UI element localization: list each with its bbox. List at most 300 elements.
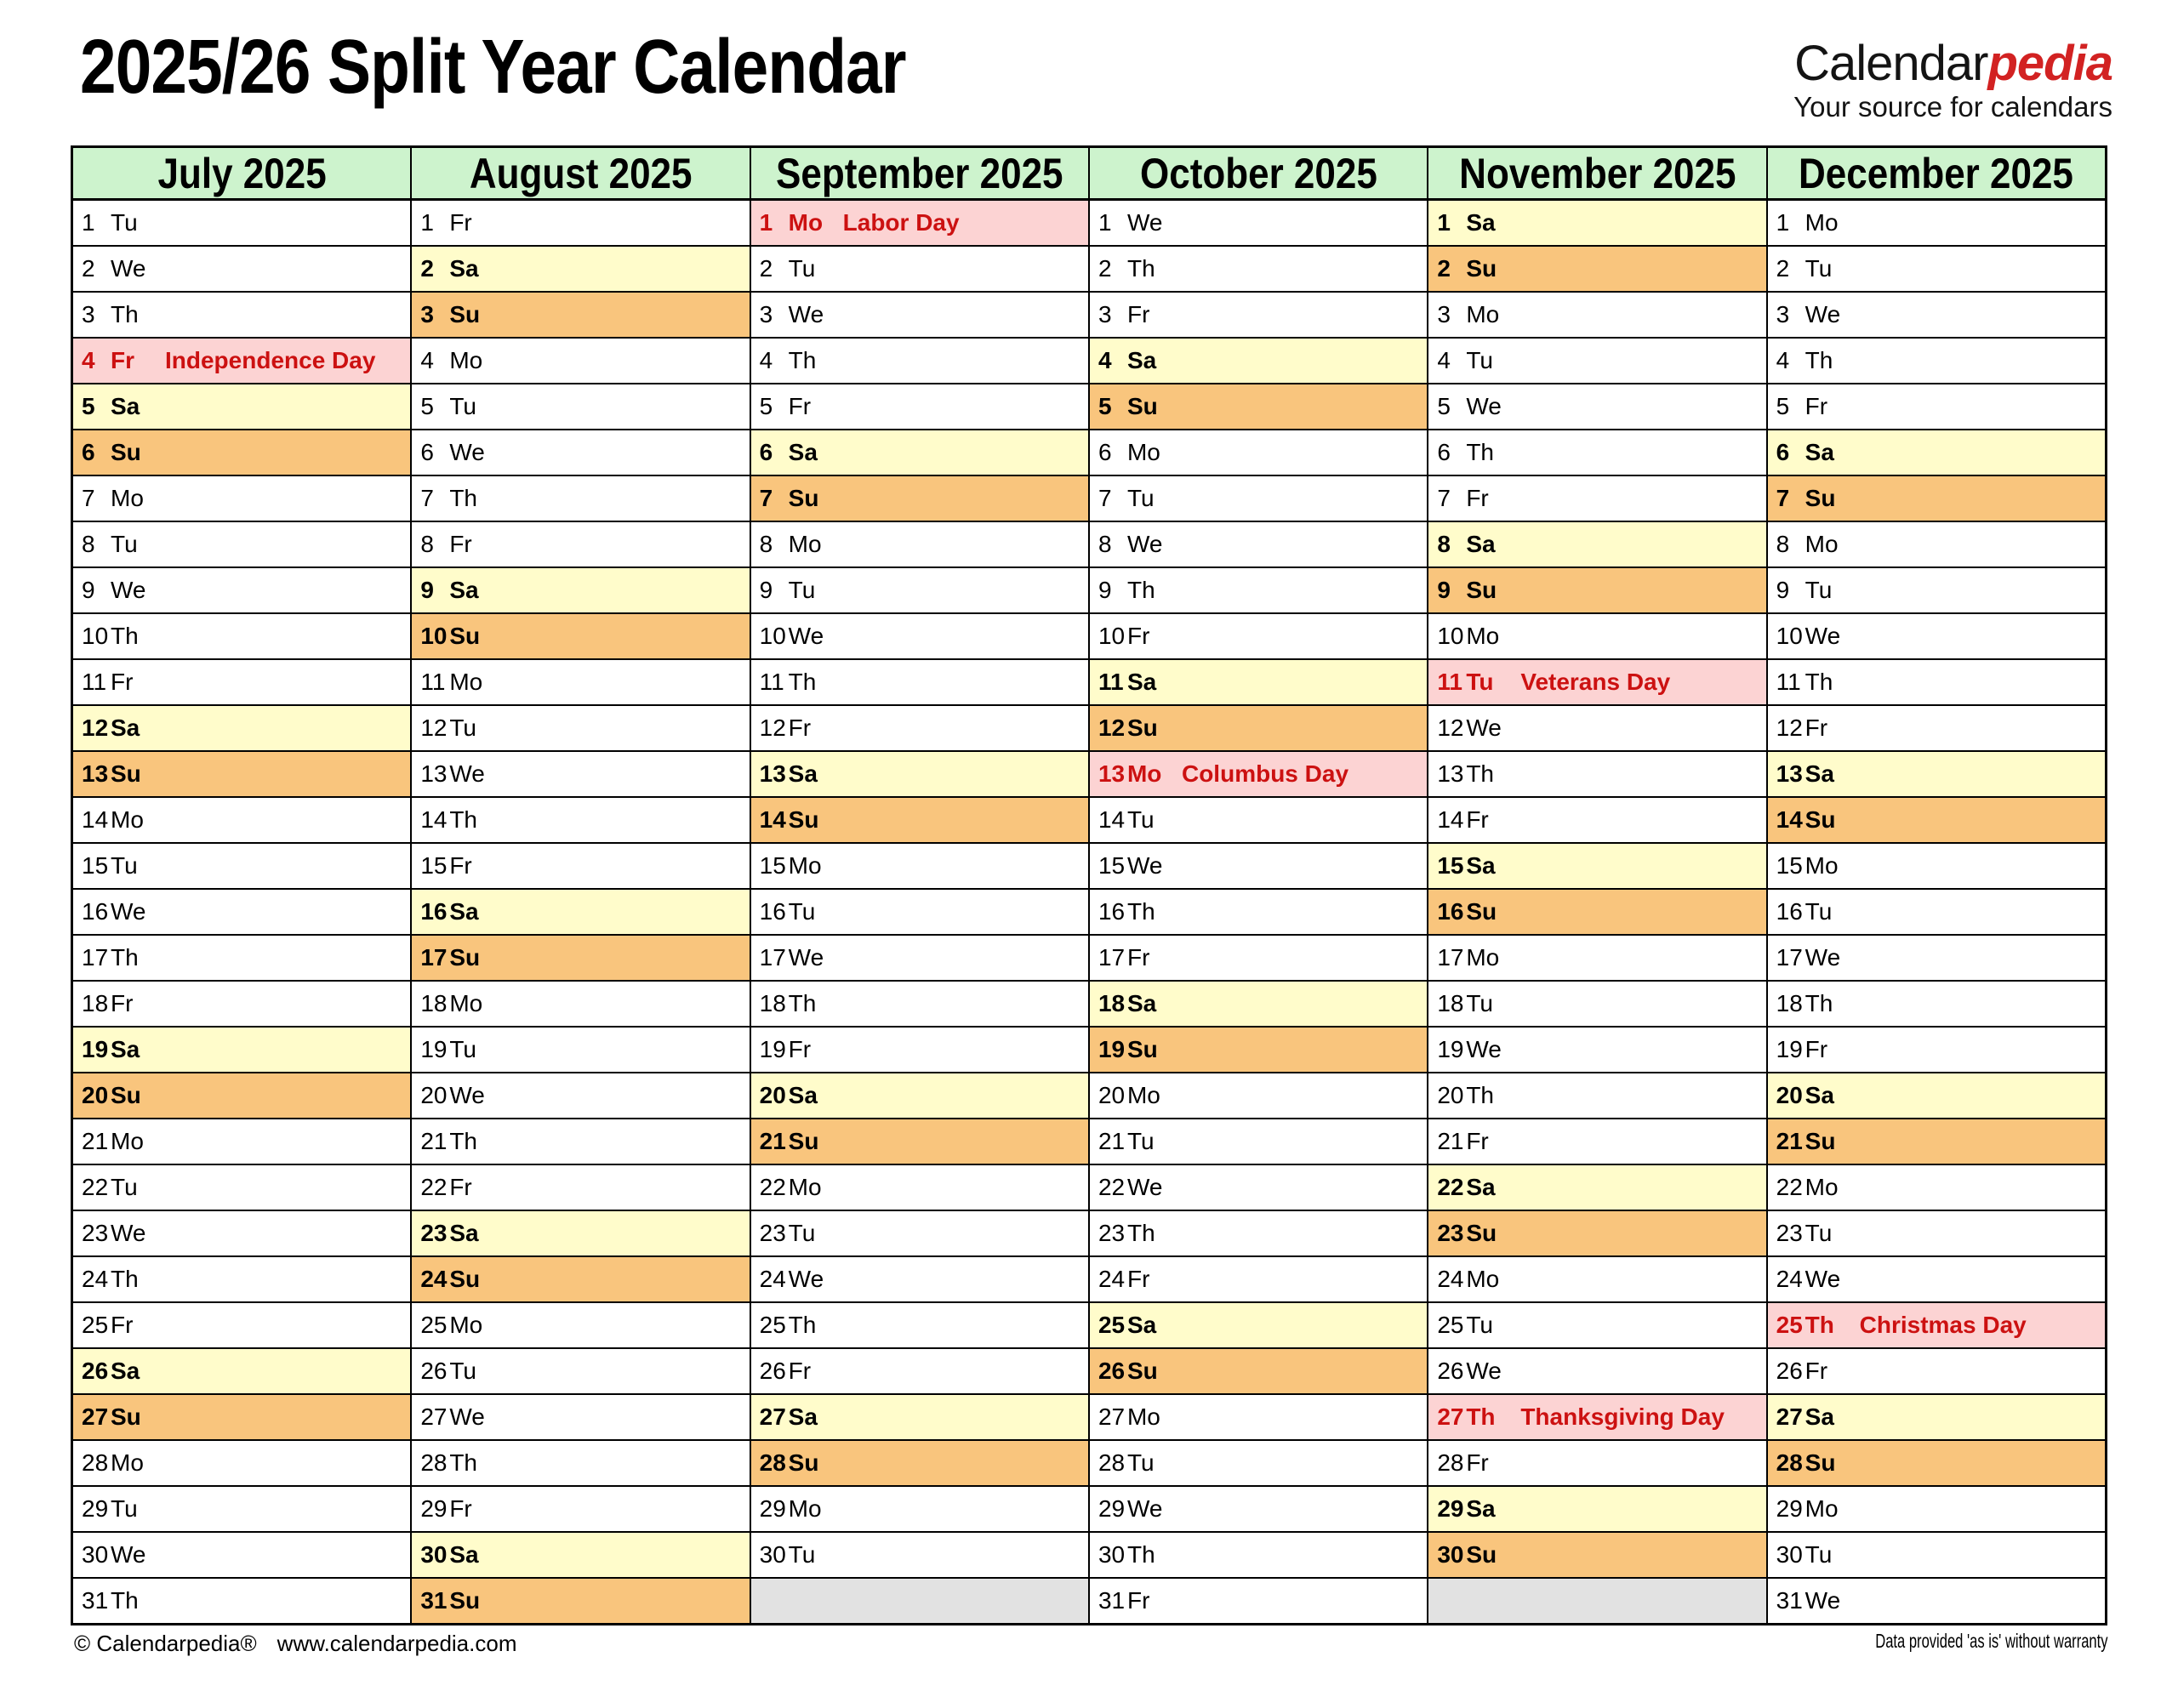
day-cell — [73, 339, 410, 384]
day-number: 5 — [1437, 393, 1451, 419]
day-weekday: We — [1805, 301, 1841, 327]
day-number: 30 — [82, 1541, 109, 1568]
day-weekday: Fr — [1805, 1036, 1828, 1062]
day-weekday: We — [788, 1266, 824, 1292]
day-cell — [73, 1119, 410, 1165]
day-weekday: Sa — [1126, 347, 1157, 373]
day-cell — [1428, 936, 1765, 982]
day-cell — [751, 798, 1088, 844]
day-number: 16 — [82, 898, 109, 925]
day-number: 30 — [1098, 1541, 1126, 1568]
day-weekday: Su — [1805, 1128, 1836, 1154]
day-cell — [1428, 522, 1765, 568]
day-number: 27 — [420, 1403, 448, 1430]
day-cell — [751, 476, 1088, 522]
day-number: 2 — [82, 255, 95, 282]
day-cell — [1428, 1165, 1765, 1211]
day-weekday: Th — [111, 301, 139, 327]
day-number: 2 — [1437, 255, 1451, 282]
day-weekday: Tu — [1126, 806, 1155, 833]
day-weekday: We — [111, 577, 146, 603]
day-weekday: Mo — [111, 806, 144, 833]
day-weekday: Th — [111, 623, 139, 649]
day-number: 6 — [82, 439, 95, 465]
day-cell — [751, 1441, 1088, 1487]
day-number: 5 — [82, 393, 95, 419]
day-number: 21 — [1098, 1128, 1126, 1154]
day-cell — [751, 1349, 1088, 1395]
day-cell — [751, 201, 1088, 247]
day-cell — [1090, 339, 1427, 384]
day-weekday: Tu — [1126, 1128, 1155, 1154]
day-cell — [751, 1028, 1088, 1073]
day-cell — [412, 1533, 749, 1579]
day-number: 7 — [1776, 485, 1790, 511]
day-cell — [1768, 430, 2105, 476]
day-number: 29 — [1437, 1495, 1464, 1522]
day-cell — [751, 752, 1088, 798]
day-number: 25 — [1098, 1312, 1126, 1338]
day-weekday: Fr — [1126, 1587, 1150, 1614]
day-weekday: Mo — [449, 347, 483, 373]
day-number: 22 — [1437, 1174, 1464, 1200]
day-cell — [1090, 1257, 1427, 1303]
day-number: 21 — [759, 1128, 786, 1154]
day-number: 17 — [1437, 944, 1464, 971]
day-weekday: Tu — [1805, 255, 1833, 282]
day-weekday: Su — [1805, 1449, 1836, 1476]
day-cell — [73, 430, 410, 476]
day-weekday: Su — [449, 1266, 481, 1292]
day-number: 19 — [1098, 1036, 1126, 1062]
month-header-label: December 2025 — [1799, 149, 2074, 197]
day-weekday: We — [111, 898, 146, 925]
day-weekday: Mo — [1466, 623, 1500, 649]
day-cell — [1090, 1165, 1427, 1211]
day-cell — [412, 752, 749, 798]
day-cell — [73, 1395, 410, 1441]
day-cell — [73, 201, 410, 247]
day-cell — [412, 1119, 749, 1165]
day-cell — [1428, 568, 1765, 614]
day-cell — [412, 1028, 749, 1073]
day-weekday: Th — [449, 485, 478, 511]
day-cell — [751, 247, 1088, 293]
day-weekday: Fr — [1466, 806, 1489, 833]
month-header-label: August 2025 — [469, 149, 693, 197]
day-cell — [1768, 890, 2105, 936]
day-weekday: Sa — [449, 898, 479, 925]
day-cell — [1090, 614, 1427, 660]
day-number: 24 — [82, 1266, 109, 1292]
holiday-label: Independence Day — [165, 347, 376, 373]
day-number: 24 — [1437, 1266, 1464, 1292]
day-weekday: We — [449, 439, 485, 465]
month-header — [1090, 148, 1427, 201]
day-weekday: Mo — [1466, 1266, 1500, 1292]
day-cell — [412, 201, 749, 247]
day-cell — [1090, 798, 1427, 844]
day-weekday: Mo — [1466, 301, 1500, 327]
day-cell — [412, 844, 749, 890]
day-number: 13 — [1098, 760, 1126, 787]
day-weekday: Su — [1466, 577, 1497, 603]
day-number: 20 — [1437, 1082, 1464, 1108]
day-weekday: Sa — [1466, 531, 1496, 557]
month-header-label: November 2025 — [1458, 149, 1736, 197]
day-weekday: Fr — [1805, 393, 1828, 419]
day-number: 25 — [82, 1312, 109, 1338]
day-number: 15 — [759, 852, 786, 879]
day-number: 7 — [82, 485, 95, 511]
day-number: 29 — [82, 1495, 109, 1522]
day-weekday: Th — [1126, 898, 1155, 925]
day-number: 29 — [1776, 1495, 1803, 1522]
day-weekday: Tu — [111, 209, 138, 236]
day-cell — [1090, 1028, 1427, 1073]
day-number: 7 — [759, 485, 773, 511]
day-weekday: Su — [788, 485, 819, 511]
day-weekday: Su — [1805, 806, 1836, 833]
day-number: 26 — [420, 1358, 448, 1384]
day-number: 13 — [420, 760, 448, 787]
day-number: 17 — [82, 944, 109, 971]
day-cell — [751, 384, 1088, 430]
calendarpedia-logo[interactable] — [1793, 36, 2112, 122]
day-cell — [1768, 844, 2105, 890]
day-number: 22 — [420, 1174, 448, 1200]
day-weekday: We — [1466, 1036, 1502, 1062]
day-cell — [751, 1395, 1088, 1441]
day-cell — [73, 890, 410, 936]
day-cell — [751, 430, 1088, 476]
day-number: 28 — [1437, 1449, 1464, 1476]
day-weekday: Fr — [111, 990, 134, 1016]
holiday-label: Thanksgiving Day — [1520, 1403, 1725, 1430]
day-cell — [751, 1257, 1088, 1303]
day-cell — [1428, 614, 1765, 660]
day-number: 20 — [1776, 1082, 1803, 1108]
day-number: 9 — [420, 577, 434, 603]
day-cell — [1428, 1073, 1765, 1119]
day-cell — [412, 1395, 749, 1441]
day-weekday: Mo — [111, 1449, 144, 1476]
day-weekday: Th — [788, 990, 817, 1016]
day-weekday: Tu — [1466, 669, 1494, 695]
day-weekday: Fr — [1126, 623, 1150, 649]
day-cell — [412, 1349, 749, 1395]
day-number: 28 — [1098, 1449, 1126, 1476]
day-number: 19 — [82, 1036, 109, 1062]
day-weekday: Su — [449, 1587, 481, 1614]
day-weekday: Sa — [1805, 439, 1834, 465]
day-weekday: Th — [788, 347, 817, 373]
day-weekday: Tu — [788, 1220, 816, 1246]
day-weekday: Tu — [111, 531, 138, 557]
day-weekday: Tu — [788, 577, 816, 603]
day-number: 24 — [759, 1266, 786, 1292]
day-number: 16 — [420, 898, 448, 925]
day-number: 27 — [1776, 1403, 1803, 1430]
day-number: 17 — [1098, 944, 1126, 971]
day-weekday: Th — [111, 1587, 139, 1614]
day-weekday: Tu — [111, 852, 138, 879]
day-cell — [1428, 890, 1765, 936]
day-weekday: Tu — [788, 898, 816, 925]
day-weekday: We — [1466, 393, 1502, 419]
day-number: 7 — [420, 485, 434, 511]
day-cell — [751, 1119, 1088, 1165]
day-number: 11 — [420, 669, 446, 695]
day-weekday: Th — [1126, 1541, 1155, 1568]
day-cell — [751, 522, 1088, 568]
day-weekday: Fr — [788, 715, 812, 741]
day-weekday: Th — [1466, 1403, 1496, 1430]
day-cell — [1768, 247, 2105, 293]
day-cell — [1090, 752, 1427, 798]
day-cell — [1428, 982, 1765, 1028]
day-cell — [1768, 1533, 2105, 1579]
day-cell — [1768, 982, 2105, 1028]
day-weekday: Su — [1126, 715, 1158, 741]
day-cell — [1428, 1119, 1765, 1165]
day-number: 17 — [420, 944, 448, 971]
day-cell — [751, 1165, 1088, 1211]
day-weekday: Su — [1466, 898, 1497, 925]
day-number: 8 — [1776, 531, 1790, 557]
day-cell — [412, 1441, 749, 1487]
day-cell — [412, 384, 749, 430]
day-number: 19 — [1776, 1036, 1803, 1062]
day-number: 17 — [759, 944, 786, 971]
day-number: 23 — [420, 1220, 448, 1246]
day-number: 29 — [759, 1495, 786, 1522]
day-weekday: Tu — [1805, 898, 1833, 925]
footer-copyright — [74, 1631, 516, 1657]
day-weekday: Fr — [788, 393, 812, 419]
day-cell — [412, 1165, 749, 1211]
day-cell — [73, 293, 410, 339]
day-cell — [1768, 293, 2105, 339]
day-weekday: Fr — [449, 209, 472, 236]
day-number: 10 — [420, 623, 448, 649]
day-cell — [1768, 936, 2105, 982]
day-cell — [412, 614, 749, 660]
month-header-label: July 2025 — [157, 149, 327, 197]
day-number: 12 — [1776, 715, 1803, 741]
day-number: 26 — [759, 1358, 786, 1384]
day-number: 4 — [1098, 347, 1112, 373]
day-cell — [751, 1533, 1088, 1579]
day-cell — [412, 1211, 749, 1257]
day-weekday: We — [1126, 1174, 1163, 1200]
day-weekday: Tu — [1805, 1220, 1833, 1246]
day-weekday: Sa — [449, 1541, 479, 1568]
month-column — [751, 148, 1090, 1623]
day-cell — [751, 982, 1088, 1028]
day-cell — [73, 614, 410, 660]
day-cell — [73, 706, 410, 752]
day-cell — [751, 1211, 1088, 1257]
day-cell — [751, 660, 1088, 706]
day-number: 6 — [1437, 439, 1451, 465]
day-weekday: Fr — [111, 669, 134, 695]
day-weekday: We — [1126, 852, 1163, 879]
day-weekday: Th — [788, 1312, 817, 1338]
day-weekday: Su — [1805, 485, 1836, 511]
day-cell — [751, 706, 1088, 752]
day-number: 16 — [759, 898, 786, 925]
day-number: 26 — [82, 1358, 109, 1384]
day-cell — [1428, 339, 1765, 384]
day-number: 14 — [1776, 806, 1803, 833]
day-weekday: Tu — [449, 715, 476, 741]
day-number: 23 — [1776, 1220, 1803, 1246]
day-weekday: Mo — [1126, 439, 1160, 465]
month-header — [412, 148, 749, 201]
day-number: 31 — [420, 1587, 448, 1614]
day-cell — [1768, 1119, 2105, 1165]
day-weekday: Fr — [449, 1174, 472, 1200]
day-weekday: Su — [449, 944, 481, 971]
day-weekday: Fr — [788, 1358, 812, 1384]
day-number: 25 — [1437, 1312, 1464, 1338]
day-number: 29 — [420, 1495, 448, 1522]
day-number: 1 — [759, 209, 773, 236]
day-number: 15 — [1776, 852, 1803, 879]
day-cell — [1768, 384, 2105, 430]
day-weekday: Sa — [788, 1403, 818, 1430]
day-cell — [1428, 430, 1765, 476]
day-cell — [751, 1487, 1088, 1533]
day-number: 13 — [1437, 760, 1464, 787]
day-cell — [1428, 1028, 1765, 1073]
month-header-label: September 2025 — [776, 149, 1063, 197]
day-weekday: Mo — [1466, 944, 1500, 971]
day-cell — [73, 384, 410, 430]
page-title: 2025/26 Split Year Calendar — [80, 25, 906, 110]
day-weekday: Mo — [788, 1174, 822, 1200]
day-number: 31 — [82, 1587, 109, 1614]
day-number: 18 — [759, 990, 786, 1016]
day-weekday: Th — [1126, 255, 1155, 282]
day-number: 1 — [1098, 209, 1112, 236]
day-cell — [412, 798, 749, 844]
day-cell — [412, 522, 749, 568]
day-number: 6 — [1098, 439, 1112, 465]
day-number: 28 — [420, 1449, 448, 1476]
day-number: 20 — [82, 1082, 109, 1108]
day-number: 4 — [1437, 347, 1451, 373]
day-number: 17 — [1776, 944, 1803, 971]
day-weekday: We — [111, 255, 146, 282]
day-weekday: Fr — [111, 1312, 134, 1338]
day-weekday: Th — [1126, 1220, 1155, 1246]
day-number: 9 — [1437, 577, 1451, 603]
day-cell — [1428, 1257, 1765, 1303]
day-weekday: Sa — [1805, 1082, 1834, 1108]
day-number: 28 — [759, 1449, 786, 1476]
day-weekday: Su — [788, 806, 819, 833]
day-cell — [1768, 660, 2105, 706]
day-weekday: Tu — [1805, 577, 1833, 603]
day-cell — [1428, 660, 1765, 706]
day-weekday: We — [1466, 715, 1502, 741]
day-cell — [73, 522, 410, 568]
day-weekday: Sa — [449, 255, 479, 282]
day-cell — [1090, 1395, 1427, 1441]
day-weekday: Su — [111, 1403, 141, 1430]
day-number: 22 — [1776, 1174, 1803, 1200]
day-cell — [1090, 384, 1427, 430]
day-number: 21 — [1776, 1128, 1803, 1154]
day-number: 27 — [1098, 1403, 1126, 1430]
month-header-label: October 2025 — [1139, 149, 1377, 197]
month-header — [1428, 148, 1765, 201]
day-number: 26 — [1098, 1358, 1126, 1384]
day-weekday: Fr — [788, 1036, 812, 1062]
month-header — [751, 148, 1088, 201]
day-weekday: Fr — [1805, 1358, 1828, 1384]
day-weekday: Tu — [111, 1174, 138, 1200]
day-number: 12 — [1437, 715, 1464, 741]
day-cell — [1768, 1303, 2105, 1349]
day-cell — [1768, 1441, 2105, 1487]
day-cell — [1428, 201, 1765, 247]
day-cell — [412, 890, 749, 936]
day-number: 23 — [759, 1220, 786, 1246]
day-weekday: Th — [1805, 1312, 1834, 1338]
day-weekday: We — [1126, 209, 1163, 236]
day-weekday: We — [1805, 623, 1841, 649]
day-weekday: Tu — [1126, 485, 1155, 511]
day-weekday: Sa — [1805, 760, 1834, 787]
day-number: 12 — [759, 715, 786, 741]
month-column — [1428, 148, 1767, 1623]
day-weekday: We — [788, 301, 824, 327]
day-number: 6 — [1776, 439, 1790, 465]
day-weekday: Su — [788, 1449, 819, 1476]
day-cell — [1428, 798, 1765, 844]
day-number: 8 — [1437, 531, 1451, 557]
day-weekday: Su — [111, 439, 141, 465]
day-cell — [751, 568, 1088, 614]
day-cell — [412, 1487, 749, 1533]
day-number: 18 — [1776, 990, 1803, 1016]
day-cell — [412, 1579, 749, 1623]
day-cell — [1768, 522, 2105, 568]
day-cell — [1090, 1579, 1427, 1623]
day-number: 10 — [1437, 623, 1464, 649]
day-cell — [1090, 1303, 1427, 1349]
day-cell — [1090, 706, 1427, 752]
day-number: 14 — [759, 806, 786, 833]
day-cell — [1428, 844, 1765, 890]
day-number: 28 — [82, 1449, 109, 1476]
day-cell — [751, 936, 1088, 982]
day-weekday: Tu — [788, 255, 816, 282]
website-link[interactable]: www.calendarpedia.com — [277, 1631, 517, 1656]
day-number: 10 — [1098, 623, 1126, 649]
day-cell — [1768, 1211, 2105, 1257]
day-cell — [1768, 752, 2105, 798]
day-cell — [1090, 1073, 1427, 1119]
day-weekday: Su — [1126, 1358, 1158, 1384]
day-cell — [1768, 1165, 2105, 1211]
day-number: 16 — [1098, 898, 1126, 925]
day-number: 26 — [1437, 1358, 1464, 1384]
day-weekday: We — [788, 623, 824, 649]
